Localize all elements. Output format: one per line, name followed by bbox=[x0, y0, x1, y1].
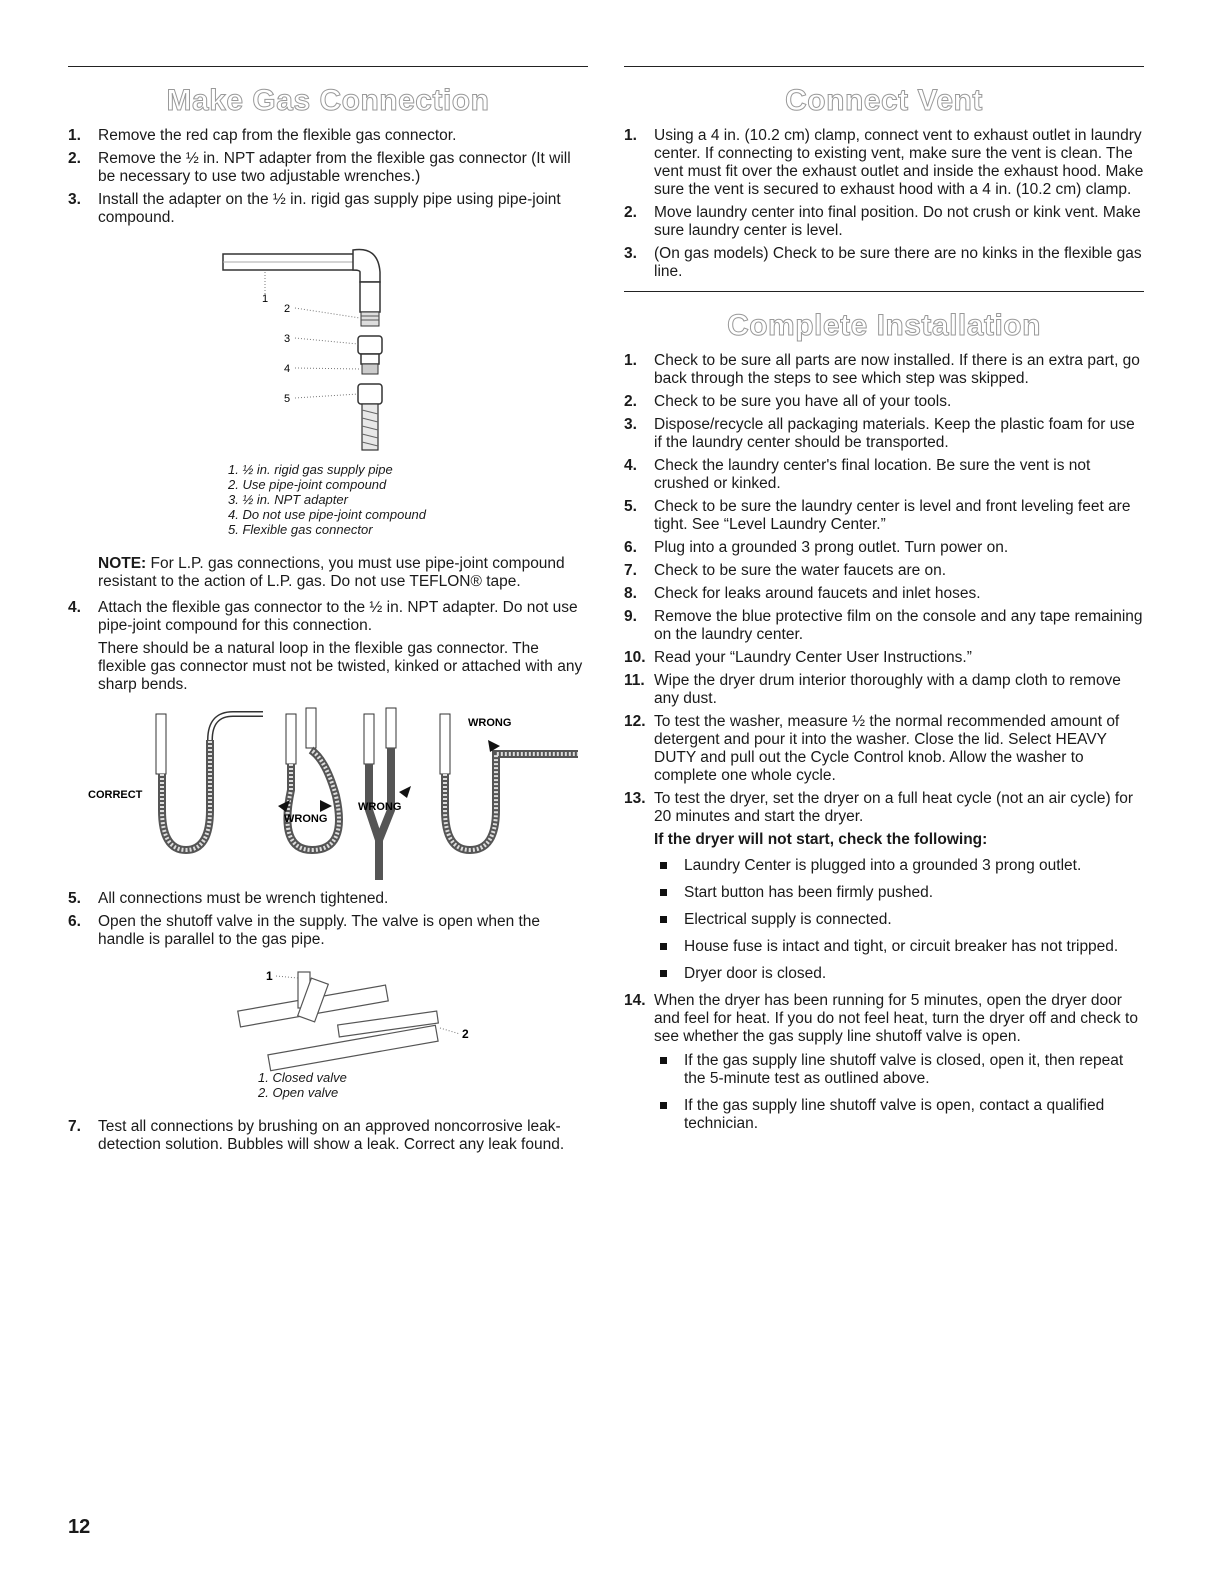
dryer-checklist bbox=[654, 857, 1144, 983]
right-top-rule bbox=[624, 66, 1144, 67]
complete-step-14: 14. When the dryer has been running for 5 minutes, open the dryer door and feel for heat. If you do not feel heat, turn the dryer off and check to see whether the gas supply line shutoff valve is open. bbox=[624, 992, 1138, 1045]
gas-step-4-list bbox=[68, 599, 588, 635]
complete-step-12: 12. To test the washer, measure ½ the normal recommended amount of detergent and pour it into the washer. Close the lid. Select HEAVY DUTY and pull out the Cycle Control knob. Allow the washer to complete one whole cycle. bbox=[624, 713, 1120, 784]
complete-step-3: 3. Dispose/recycle all packaging materials. Keep the plastic foam for use if the laundry center should be transported. bbox=[624, 416, 1135, 451]
complete-installation-heading: Complete Installation bbox=[727, 309, 1041, 342]
complete-step-7: 7. Check to be sure the water faucets are on. bbox=[624, 562, 947, 579]
complete-step-11: 11. Wipe the dryer drum interior thoroughly with a damp cloth to remove any dust. bbox=[624, 672, 1121, 707]
make-gas-connection-heading: Make Gas Connection bbox=[166, 84, 490, 117]
fig1-label-1: 1 bbox=[262, 293, 269, 305]
vent-step-2: 2. Move laundry center into final position. Do not crush or kink vent. Make sure laundry center is level. bbox=[624, 204, 1141, 239]
fig2-label-wrong3: WRONG bbox=[468, 717, 512, 729]
vent-steps bbox=[624, 127, 1144, 281]
fig2-label-correct: CORRECT bbox=[88, 789, 143, 801]
complete-step-1: 1. Check to be sure all parts are now installed. If there is an extra part, go back through the steps to see which step was skipped. bbox=[624, 352, 1140, 387]
fig2-label-wrong1: WRONG bbox=[284, 813, 328, 825]
fig1-label-3: 3 bbox=[284, 333, 291, 345]
valve-check-2: If the gas supply line shutoff valve is open, contact a qualified technician. bbox=[654, 1097, 1144, 1133]
fig1-caption-5: 5. Flexible gas connector bbox=[228, 522, 373, 537]
right-mid-rule bbox=[624, 291, 1144, 292]
vent-step-1: 1. Using a 4 in. (10.2 cm) clamp, connect vent to exhaust outlet in laundry center. If connecting to existing vent, make sure the vent is clean. The vent must fit over the exhaust outlet and inside the exhaust hood. Make sure the vent is secured to exhaust hood with a 4 in. (10.2 cm) clamp. bbox=[624, 127, 1144, 198]
left-column bbox=[68, 66, 588, 1159]
fig3-caption-2: 2. Open valve bbox=[258, 1085, 339, 1100]
shutoff-valve-checklist bbox=[654, 1052, 1144, 1133]
valve-check-1: If the gas supply line shutoff valve is closed, open it, then repeat the 5-minute test as outlined above. bbox=[654, 1052, 1144, 1088]
gas-step-4: 4. Attach the flexible gas connector to the ½ in. NPT adapter. Do not use pipe-joint compound for this connection. bbox=[68, 599, 578, 634]
dryer-check-3: Electrical supply is connected. bbox=[654, 911, 1144, 929]
fig1-label-2: 2 bbox=[284, 303, 291, 315]
gas-step-3: 3. Install the adapter on the ½ in. rigid gas supply pipe using pipe-joint compound. bbox=[68, 191, 561, 226]
complete-step-9: 9. Remove the blue protective film on the console and any tape remaining on the laundry center. bbox=[624, 608, 1143, 643]
gas-step-6: 6. Open the shutoff valve in the supply. The valve is open when the handle is parallel to the gas pipe. bbox=[68, 913, 541, 948]
right-column bbox=[624, 66, 1144, 1142]
dryer-check-4: House fuse is intact and tight, or circuit breaker has not tripped. bbox=[654, 938, 1144, 956]
gas-step-4-paragraph: There should be a natural loop in the flexible gas connector. The flexible gas connector must not be twisted, kinked or attached with any sharp bends. bbox=[98, 640, 583, 693]
fig1-label-4: 4 bbox=[284, 363, 291, 375]
lp-gas-note: NOTE: For L.P. gas connections, you must use pipe-joint compound resistant to the action of L.P. gas. Do not use TEFLON® tape. bbox=[98, 555, 565, 590]
dryer-wont-start-subhead: If the dryer will not start, check the following: bbox=[654, 831, 988, 848]
left-top-rule bbox=[68, 66, 588, 67]
gas-steps-b bbox=[68, 890, 588, 949]
gas-step-1: 1. Remove the red cap from the flexible gas connector. bbox=[68, 127, 457, 144]
fig3-caption-1: 1. Closed valve bbox=[258, 1070, 347, 1085]
complete-step-5: 5. Check to be sure the laundry center is level and front leveling feet are tight. See “Level Laundry Center.” bbox=[624, 498, 1131, 533]
dryer-check-2: Start button has been firmly pushed. bbox=[654, 884, 1144, 902]
shutoff-valve-figure bbox=[68, 954, 588, 1076]
fig1-caption-1: 1. ½ in. rigid gas supply pipe bbox=[228, 462, 393, 477]
fig1-caption-4: 4. Do not use pipe-joint compound bbox=[228, 507, 427, 522]
gas-step-7-list bbox=[68, 1118, 588, 1154]
complete-step-10: 10. Read your “Laundry Center User Instructions.” bbox=[624, 649, 972, 666]
gas-step-7: 7. Test all connections by brushing on an approved noncorrosive leak-detection solution. Bubbles will show a leak. Correct any leak found. bbox=[68, 1118, 565, 1153]
fig1-label-5: 5 bbox=[284, 393, 291, 405]
adapter-assembly-diagram bbox=[68, 232, 588, 452]
fig1-caption-2: 2. Use pipe-joint compound bbox=[228, 477, 387, 492]
gas-steps-a bbox=[68, 127, 588, 227]
complete-step-2: 2. Check to be sure you have all of your tools. bbox=[624, 393, 952, 410]
fig2-label-wrong2: WRONG bbox=[358, 801, 402, 813]
connect-vent-heading: Connect Vent bbox=[785, 84, 983, 117]
shutoff-valve-diagram bbox=[68, 954, 588, 1076]
vent-step-3: 3. (On gas models) Check to be sure there are no kinks in the flexible gas line. bbox=[624, 245, 1142, 280]
complete-steps bbox=[624, 352, 1144, 826]
complete-step-8: 8. Check for leaks around faucets and inlet hoses. bbox=[624, 585, 981, 602]
gas-step-5: 5. All connections must be wrench tightened. bbox=[68, 890, 389, 907]
connector-loop-diagram bbox=[68, 700, 588, 890]
fig3-label-1: 1 bbox=[266, 969, 273, 983]
fig1-caption-3: 3. ½ in. NPT adapter bbox=[228, 492, 348, 507]
page-number: 12 bbox=[68, 1516, 91, 1538]
complete-step-14-list bbox=[624, 992, 1144, 1046]
connector-loop-figure bbox=[68, 700, 588, 890]
complete-step-6: 6. Plug into a grounded 3 prong outlet. Turn power on. bbox=[624, 539, 1009, 556]
dryer-check-1: Laundry Center is plugged into a grounded 3 prong outlet. bbox=[654, 857, 1144, 875]
complete-step-13: 13. To test the dryer, set the dryer on a full heat cycle (not an air cycle) for 20 minutes and start the dryer. bbox=[624, 790, 1134, 825]
gas-step-2: 2. Remove the ½ in. NPT adapter from the flexible gas connector (It will be necessary to use two adjustable wrenches.) bbox=[68, 150, 571, 185]
adapter-assembly-figure bbox=[68, 232, 588, 478]
complete-step-4: 4. Check the laundry center's final location. Be sure the vent is not crushed or kinked. bbox=[624, 457, 1091, 492]
fig3-label-2: 2 bbox=[462, 1027, 469, 1041]
dryer-check-5: Dryer door is closed. bbox=[654, 965, 1144, 983]
